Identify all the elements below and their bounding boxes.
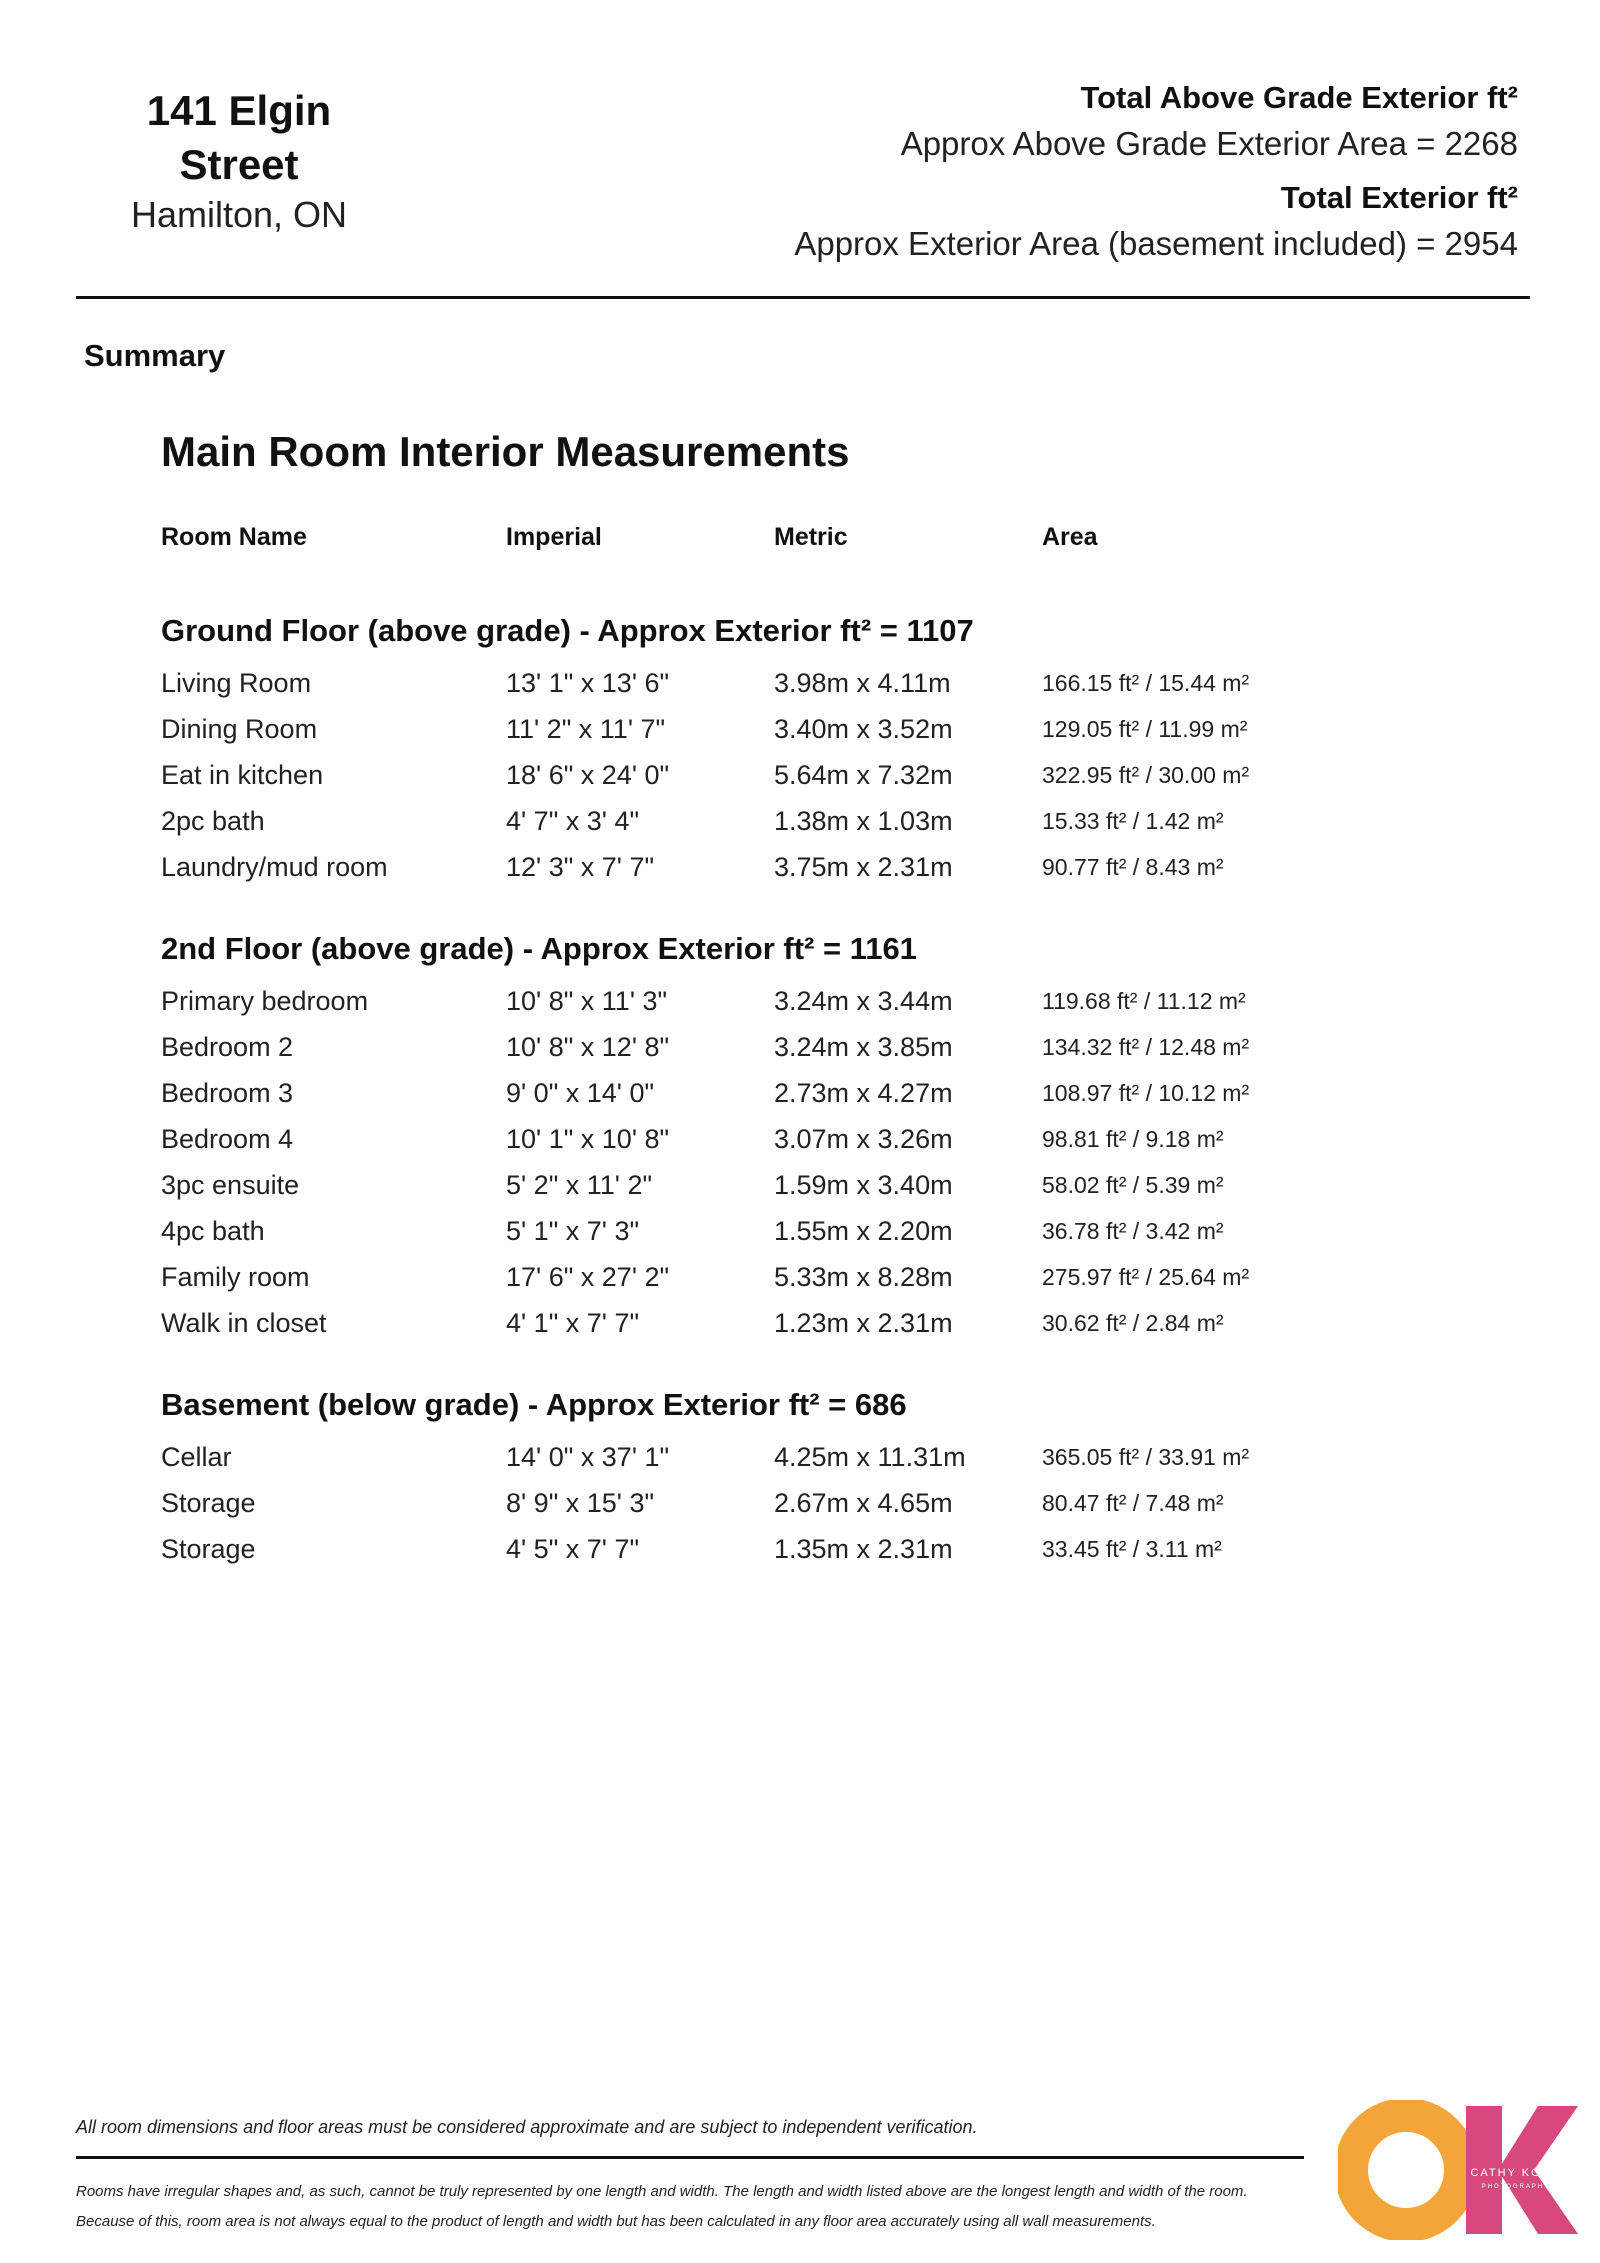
cell-room-name: Cellar [161, 1442, 232, 1472]
cell-metric: 2.67m x 4.65m [774, 1488, 953, 1518]
floor-group-2 [161, 924, 1361, 1346]
table-row [161, 1480, 1361, 1526]
floor-group-title: Ground Floor (above grade) - Approx Exterior ft² = 1107 [161, 613, 974, 648]
cell-room-name: 2pc bath [161, 806, 265, 836]
cell-room-name: Storage [161, 1488, 256, 1518]
table-row [161, 1300, 1361, 1346]
cell-area: 15.33 ft² / 1.42 m² [1042, 808, 1224, 834]
cell-metric: 1.55m x 2.20m [774, 1216, 953, 1246]
floor-group-1 [161, 606, 1361, 890]
cell-imperial: 5' 2" x 11' 2" [506, 1170, 653, 1200]
cell-area: 108.97 ft² / 10.12 m² [1042, 1080, 1250, 1106]
floor-group-title: 2nd Floor (above grade) - Approx Exterior ft² = 1161 [161, 931, 917, 966]
total-exterior-title: Total Exterior ft² [1280, 180, 1518, 215]
cell-room-name: Bedroom 4 [161, 1124, 294, 1154]
table-row [161, 1434, 1361, 1480]
table-row [161, 1024, 1361, 1070]
cell-imperial: 18' 6" x 24' 0" [506, 760, 670, 790]
column-header-imperial: Imperial [506, 523, 602, 551]
cell-metric: 1.59m x 3.40m [774, 1170, 953, 1200]
footer-note-1: Rooms have irregular shapes and, as such, cannot be truly represented by one length and width. The length and width listed above are the longest length and width of the room. [76, 2183, 1248, 2200]
footer-note-2: Because of this, room area is not always equal to the product of length and width but has been calculated in any floor area accurately using all wall measurements. [76, 2213, 1156, 2230]
cell-area: 365.05 ft² / 33.91 m² [1042, 1444, 1250, 1470]
cell-room-name: Walk in closet [161, 1308, 327, 1338]
table-row [161, 844, 1361, 890]
cell-imperial: 4' 5" x 7' 7" [506, 1534, 640, 1564]
footer-notes [76, 2177, 1316, 2237]
cell-area: 33.45 ft² / 3.11 m² [1042, 1536, 1222, 1562]
section-title: Main Room Interior Measurements [161, 428, 850, 475]
cell-area: 119.68 ft² / 11.12 m² [1042, 988, 1246, 1014]
cell-imperial: 14' 0" x 37' 1" [506, 1442, 670, 1472]
cell-metric: 3.07m x 3.26m [774, 1124, 953, 1154]
cell-imperial: 8' 9" x 15' 3" [506, 1488, 655, 1518]
cell-imperial: 17' 6" x 27' 2" [506, 1262, 670, 1292]
cell-imperial: 10' 8" x 11' 3" [506, 986, 668, 1016]
table-row [161, 978, 1361, 1024]
table-header [161, 514, 1361, 560]
cell-metric: 1.38m x 1.03m [774, 806, 953, 836]
cell-room-name: Primary bedroom [161, 986, 369, 1016]
cell-imperial: 4' 7" x 3' 4" [506, 806, 640, 836]
logo-o-mark [1351, 2115, 1461, 2225]
header-divider [76, 296, 1530, 299]
cell-area: 58.02 ft² / 5.39 m² [1042, 1172, 1224, 1198]
cell-imperial: 10' 1" x 10' 8" [506, 1124, 670, 1154]
floor-group-title: Basement (below grade) - Approx Exterior ft² = 686 [161, 1387, 907, 1422]
cell-room-name: Bedroom 2 [161, 1032, 294, 1062]
cell-room-name: Eat in kitchen [161, 760, 324, 790]
cathy-koop-logo [1338, 2100, 1578, 2240]
table-row [161, 1116, 1361, 1162]
cell-area: 90.77 ft² / 8.43 m² [1042, 854, 1224, 880]
logo-line-1: CATHY KOOP [1470, 2167, 1562, 2179]
total-exterior-area: Approx Exterior Area (basement included) = 2954 [794, 225, 1518, 262]
cell-metric: 3.24m x 3.44m [774, 986, 953, 1016]
cell-imperial: 10' 8" x 12' 8" [506, 1032, 670, 1062]
area-totals [794, 76, 1518, 276]
cell-room-name: 4pc bath [161, 1216, 265, 1246]
cell-metric: 1.35m x 2.31m [774, 1534, 953, 1564]
table-row [161, 1254, 1361, 1300]
cell-room-name: Bedroom 3 [161, 1078, 294, 1108]
cell-metric: 3.75m x 2.31m [774, 852, 953, 882]
cell-area: 322.95 ft² / 30.00 m² [1042, 762, 1250, 788]
table-row [161, 1208, 1361, 1254]
cell-imperial: 5' 1" x 7' 3" [506, 1216, 640, 1246]
cell-imperial: 12' 3" x 7' 7" [506, 852, 655, 882]
cell-metric: 2.73m x 4.27m [774, 1078, 953, 1108]
cell-imperial: 13' 1" x 13' 6" [506, 668, 670, 698]
cell-imperial: 4' 1" x 7' 7" [506, 1308, 640, 1338]
city: Hamilton, ON [130, 194, 348, 235]
cell-room-name: 3pc ensuite [161, 1170, 300, 1200]
cell-area: 80.47 ft² / 7.48 m² [1042, 1490, 1224, 1516]
above-grade-area: Approx Above Grade Exterior Area = 2268 [900, 125, 1518, 162]
table-row [161, 660, 1361, 706]
table-row [161, 798, 1361, 844]
cell-metric: 5.33m x 8.28m [774, 1262, 953, 1292]
table-row [161, 752, 1361, 798]
cell-area: 98.81 ft² / 9.18 m² [1042, 1126, 1224, 1152]
logo-line-2: PHOTOGRAPHY [1481, 2184, 1551, 2190]
disclaimer: All room dimensions and floor areas must be considered approximate and are subject to independent verification. [76, 2117, 978, 2137]
property-address [84, 84, 394, 238]
measurements-table [161, 514, 1361, 1606]
cell-area: 30.62 ft² / 2.84 m² [1042, 1310, 1224, 1336]
column-header-room-name: Room Name [161, 523, 307, 551]
table-row [161, 1162, 1361, 1208]
column-header-area: Area [1042, 523, 1098, 551]
table-row [161, 706, 1361, 752]
above-grade-title: Total Above Grade Exterior ft² [1080, 80, 1518, 115]
cell-area: 166.15 ft² / 15.44 m² [1042, 670, 1250, 696]
cell-area: 129.05 ft² / 11.99 m² [1042, 716, 1248, 742]
footer-divider [76, 2156, 1304, 2159]
cell-room-name: Dining Room [161, 714, 318, 744]
floor-groups [161, 606, 1361, 1572]
street-address: 141 Elgin Street [146, 87, 332, 188]
cell-imperial: 11' 2" x 11' 7" [506, 714, 666, 744]
cell-room-name: Laundry/mud room [161, 852, 388, 882]
summary-label: Summary [84, 338, 226, 373]
cell-imperial: 9' 0" x 14' 0" [506, 1078, 655, 1108]
cell-room-name: Storage [161, 1534, 256, 1564]
cell-area: 275.97 ft² / 25.64 m² [1042, 1264, 1250, 1290]
cell-area: 134.32 ft² / 12.48 m² [1042, 1034, 1250, 1060]
floor-group-3 [161, 1380, 1361, 1572]
cell-metric: 3.40m x 3.52m [774, 714, 953, 744]
cell-metric: 3.24m x 3.85m [774, 1032, 953, 1062]
cell-metric: 5.64m x 7.32m [774, 760, 953, 790]
cell-metric: 4.25m x 11.31m [774, 1442, 966, 1472]
cell-metric: 1.23m x 2.31m [774, 1308, 953, 1338]
cell-room-name: Family room [161, 1262, 310, 1292]
cell-room-name: Living Room [161, 668, 312, 698]
cell-area: 36.78 ft² / 3.42 m² [1042, 1218, 1224, 1244]
column-header-metric: Metric [774, 523, 848, 551]
cell-metric: 3.98m x 4.11m [774, 668, 951, 698]
table-row [161, 1070, 1361, 1116]
table-row [161, 1526, 1361, 1572]
